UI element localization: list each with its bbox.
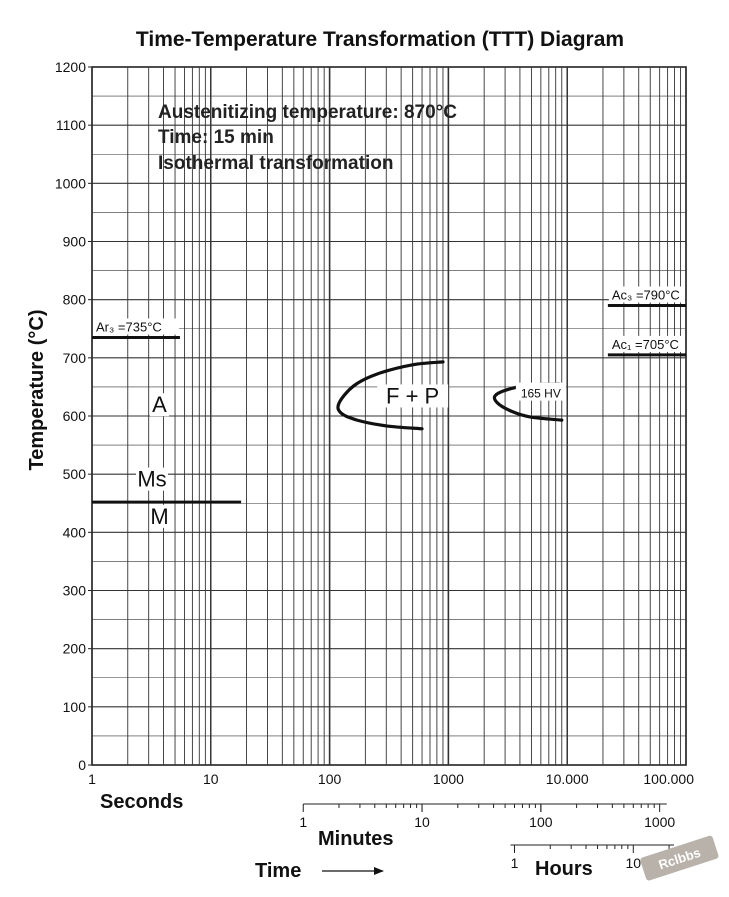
annotation-isothermal: Isothermal transformation <box>158 153 394 174</box>
minutes-tick-label: 1000 <box>644 814 676 830</box>
x-tick-label: 10 <box>203 771 219 787</box>
x-tick-label: 100.000 <box>643 771 694 787</box>
y-tick-labels <box>55 59 92 773</box>
y-tick-label: 1000 <box>54 175 86 192</box>
hours-tick-label: 1 <box>510 855 519 871</box>
x-tick-labels <box>88 771 694 787</box>
minutes-label: Minutes <box>318 828 394 850</box>
y-axis-title <box>16 268 52 493</box>
seconds-label: Seconds <box>100 791 184 813</box>
y-tick-label: 600 <box>62 408 86 424</box>
region-label: M <box>150 503 169 529</box>
hours-tick-label: 10 <box>625 855 642 871</box>
y-tick-label: 800 <box>62 291 86 308</box>
time-arrow-icon <box>322 867 384 875</box>
y-tick-label: 500 <box>62 466 86 483</box>
y-tick-label: 1200 <box>54 59 86 75</box>
y-tick-label: 100 <box>62 698 86 715</box>
minutes-tick-label: 1 <box>299 814 308 830</box>
y-axis-label: Temperature (°C) <box>26 309 48 471</box>
critical-label-ac3: Ac₃ =790°C <box>611 287 680 303</box>
y-tick-label: 400 <box>62 524 86 541</box>
x-tick-label: 10.000 <box>545 771 589 787</box>
y-tick-label: 0 <box>78 757 86 773</box>
y-tick-label: 900 <box>62 233 86 250</box>
chart-title: Time-Temperature Transformation (TTT) Diagram <box>135 28 625 51</box>
minutes-tick-label: 10 <box>414 814 430 830</box>
time-label: Time <box>255 860 302 882</box>
region-label: F + P <box>386 383 440 409</box>
critical-label-ar3: Ar₃ =735°C <box>96 319 162 335</box>
region-label: A <box>152 392 167 418</box>
critical-label-ac1: Ac₁ =705°C <box>611 336 679 352</box>
y-tick-label: 1100 <box>55 117 86 134</box>
hours-label: Hours <box>535 858 593 880</box>
y-tick-label: 200 <box>62 640 86 657</box>
x-tick-label: 1000 <box>432 771 464 787</box>
minutes-tick-label: 100 <box>529 814 553 830</box>
annotation-time: Time: 15 min <box>158 127 274 148</box>
annotation-austenitizing: Austenitizing temperature: 870°C <box>158 102 457 123</box>
minutes-axis <box>299 804 675 830</box>
x-tick-label: 100 <box>317 771 342 787</box>
region-label: 165 HV <box>520 386 561 401</box>
region-label: Ms <box>137 466 167 492</box>
watermark <box>640 835 720 881</box>
svg-text:Rclbbs: Rclbbs <box>656 844 703 873</box>
x-tick-label: 1 <box>88 771 96 787</box>
y-tick-label: 300 <box>62 582 86 599</box>
y-tick-label: 700 <box>62 349 86 366</box>
